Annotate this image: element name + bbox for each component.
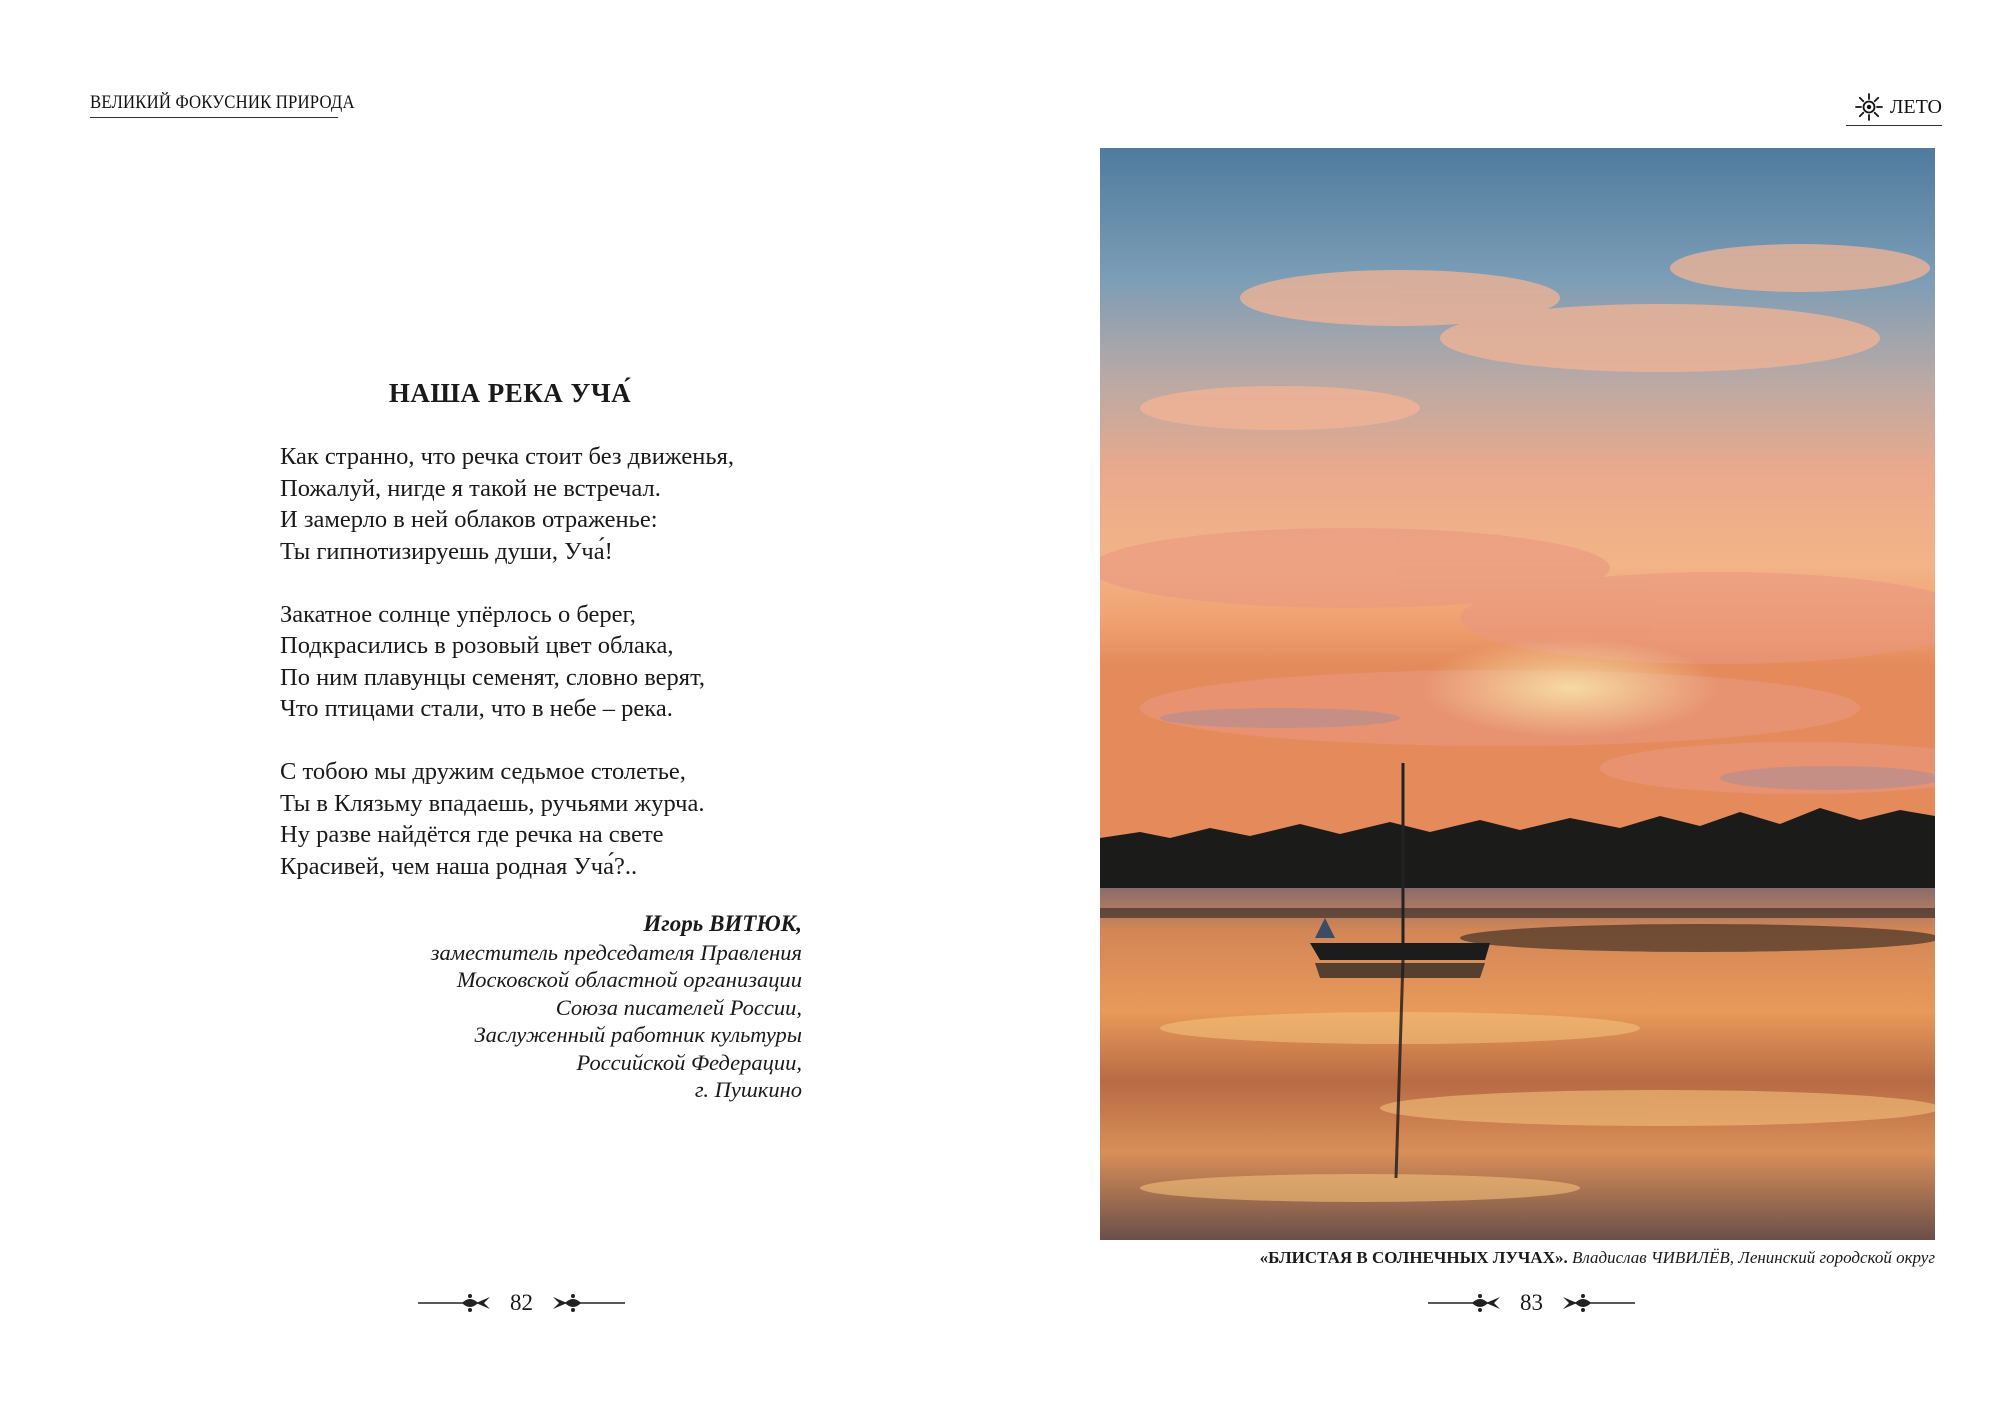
author-title-line: Российской Федерации, — [576, 1049, 802, 1075]
poem-body — [280, 441, 840, 914]
poem-line: Ну разве найдётся где речка на свете — [280, 821, 664, 848]
sunset-lake-photo — [1100, 148, 1935, 1240]
poem-line: Подкрасились в розовый цвет облака, — [280, 632, 674, 659]
stanza — [280, 599, 840, 725]
poem-line: Пожалуй, нигде я такой не встречал. — [280, 474, 661, 502]
poem-line: Как странно, что речка стоит без движенья, — [280, 443, 734, 470]
author-title-line: Московской областной организации — [456, 967, 802, 992]
stanza — [280, 756, 840, 882]
ornament-left-icon — [1428, 1291, 1508, 1315]
poem-line: Ты гипнотизируешь души, Уча́! — [280, 537, 613, 565]
author-location: г. Пушкино — [694, 1077, 802, 1102]
poem-line: Красивей, чем наша родная Уча́?.. — [280, 852, 638, 880]
sun-icon — [1854, 92, 1884, 122]
running-head-left: ВЕЛИКИЙ ФОКУСНИК ПРИРОДА — [90, 92, 338, 118]
page-number: 82 — [510, 1290, 533, 1315]
poem-line: По ним плавунцы семенят, словно верят, — [280, 663, 706, 691]
author-title-line: Заслуженный работник культуры — [474, 1022, 802, 1047]
poem-line: И замерло в ней облаков отраженье: — [280, 506, 658, 533]
caption-title: «БЛИСТАЯ В СОЛНЕЧНЫХ ЛУЧАХ». — [1259, 1248, 1568, 1267]
poem-line: Ты в Клязьму впадаешь, ручьями журча. — [280, 789, 705, 817]
page-number-left — [418, 1290, 625, 1316]
poem-title: НАША РЕКА УЧА́ — [388, 378, 632, 408]
author-title-line: Союза писателей России, — [555, 994, 802, 1020]
section-label: ЛЕТО — [1889, 95, 1942, 118]
running-head-right — [1846, 92, 1942, 126]
author-signature — [320, 910, 802, 1104]
ornament-left-icon — [418, 1291, 498, 1315]
stanza — [280, 441, 840, 567]
author-name: Игорь ВИТЮК, — [643, 911, 802, 936]
author-title-line: заместитель председателя Правления — [430, 939, 802, 965]
page-number: 83 — [1520, 1290, 1543, 1315]
poem-line: Что птицами стали, что в небе – река. — [280, 695, 673, 722]
ornament-right-icon — [545, 1291, 625, 1315]
page-number-right — [1428, 1290, 1635, 1316]
poem-line: С тобою мы дружим седьмое столетье, — [280, 758, 686, 785]
caption-author: Владислав ЧИВИЛЁВ, Ленинский городской округ — [1567, 1248, 1935, 1267]
ornament-right-icon — [1555, 1291, 1635, 1315]
photo-caption — [1260, 1248, 1935, 1268]
poem-line: Закатное солнце упёрлось о берег, — [280, 600, 636, 628]
